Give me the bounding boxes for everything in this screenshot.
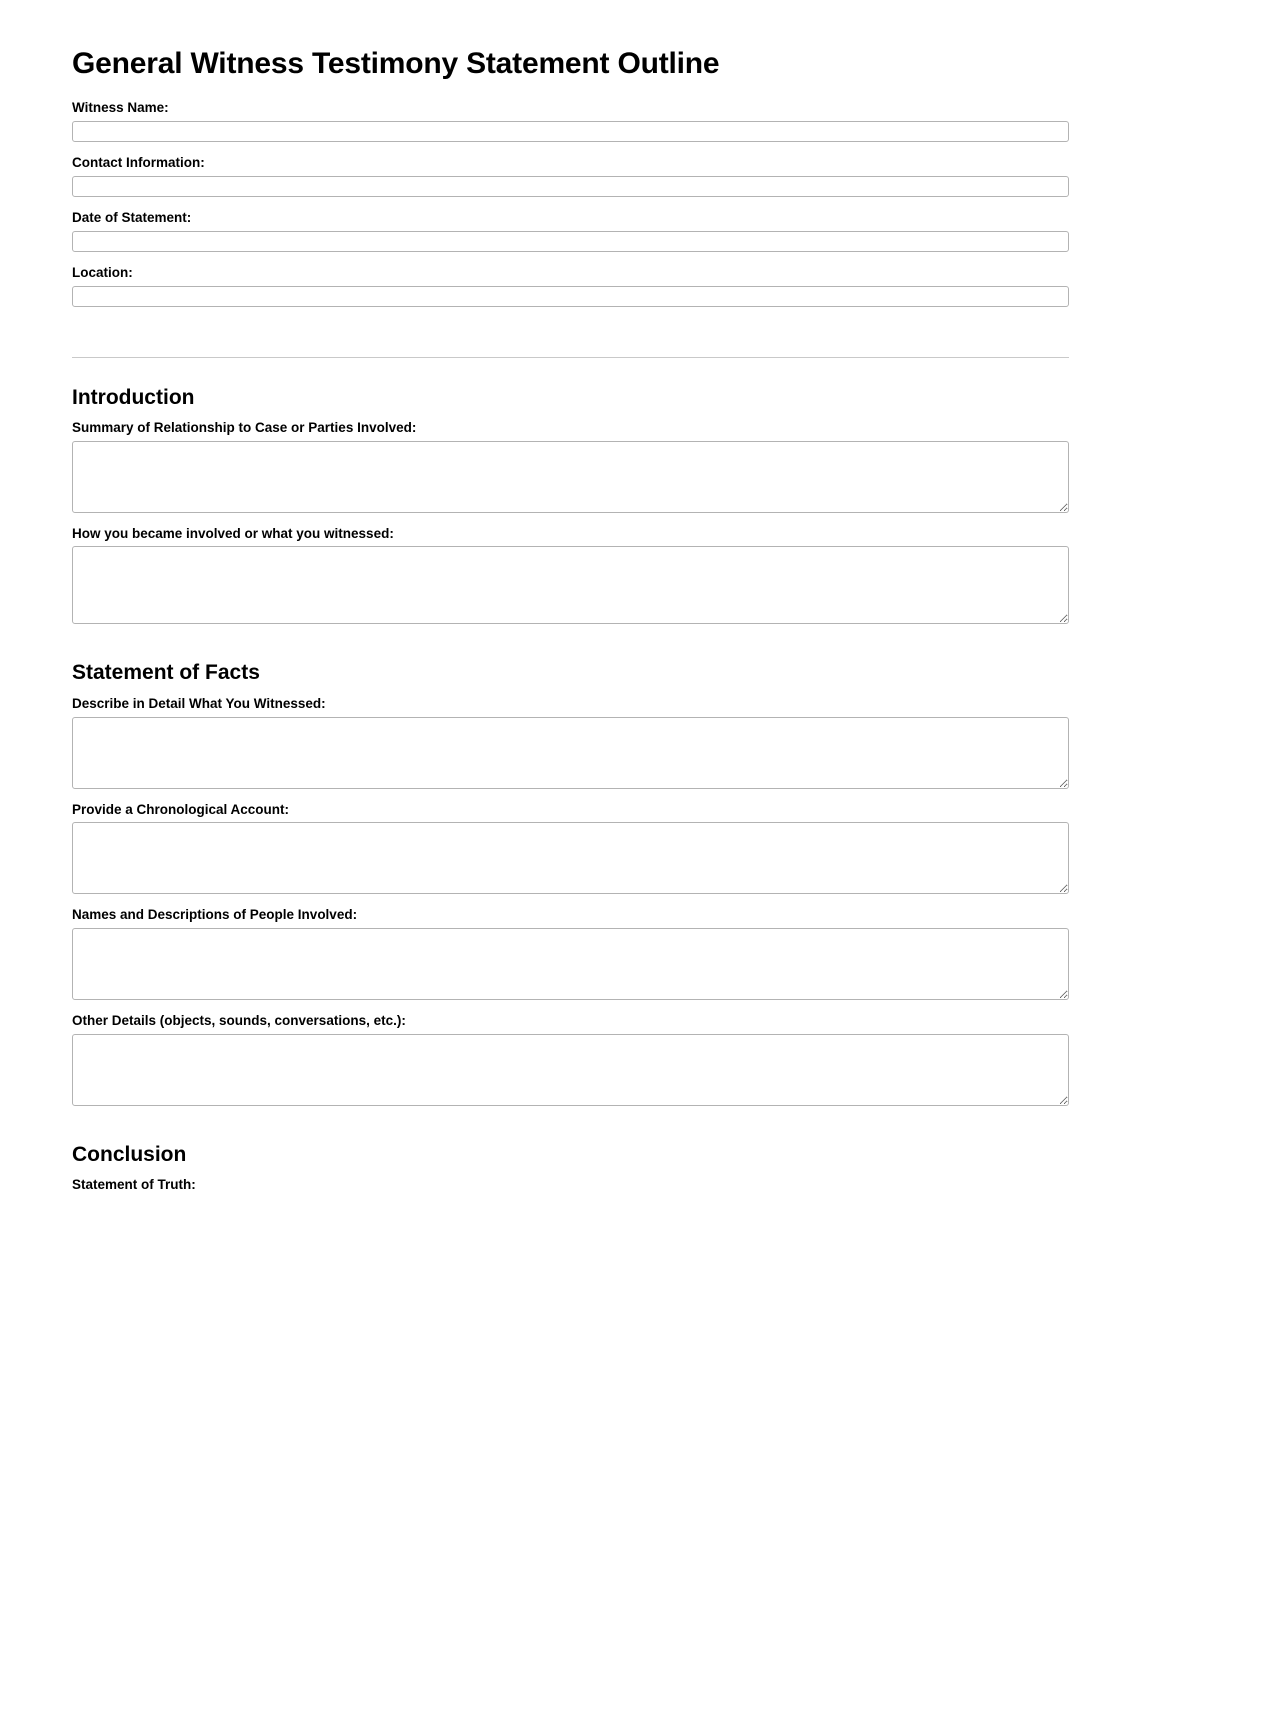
field-label: Describe in Detail What You Witnessed: <box>72 695 326 711</box>
section-heading: Statement of Facts <box>72 661 260 685</box>
names-and-descriptions-textarea[interactable] <box>72 928 1069 1000</box>
field-label: Witness Name: <box>72 100 169 115</box>
section-spacer <box>72 624 1069 660</box>
section-heading: Conclusion <box>72 1143 187 1167</box>
field-statement-of-truth <box>72 1177 1069 1196</box>
section-conclusion <box>72 1142 1069 1196</box>
field-label: How you became involved or what you witnessed: <box>72 525 394 541</box>
document-content <box>72 0 1069 1196</box>
header-fields-group <box>72 100 1069 307</box>
contact-information-input[interactable] <box>72 176 1069 197</box>
section-introduction <box>72 358 1069 625</box>
field-contact-information <box>72 155 1069 197</box>
field-date-of-statement <box>72 210 1069 252</box>
field-label: Other Details (objects, sounds, conversations, etc.): <box>72 1013 406 1029</box>
field-label: Contact Information: <box>72 154 205 170</box>
summary-of-relationship-textarea[interactable] <box>72 441 1069 513</box>
section-heading: Introduction <box>72 385 195 409</box>
section-statement-of-facts <box>72 660 1069 1106</box>
field-summary-of-relationship <box>72 420 1069 513</box>
field-label: Names and Descriptions of People Involved: <box>72 907 358 923</box>
other-details-textarea[interactable] <box>72 1034 1069 1106</box>
location-input[interactable] <box>72 286 1069 307</box>
field-label: Statement of Truth: <box>72 1177 196 1193</box>
date-of-statement-input[interactable] <box>72 231 1069 252</box>
field-label: Provide a Chronological Account: <box>72 801 290 817</box>
how-you-became-involved-textarea[interactable] <box>72 546 1069 624</box>
field-label: Location: <box>72 264 133 280</box>
field-label: Summary of Relationship to Case or Parties Involved: <box>72 419 417 435</box>
witness-name-input[interactable] <box>72 121 1069 142</box>
field-describe-in-detail <box>72 696 1069 789</box>
field-other-details <box>72 1013 1069 1106</box>
field-label: Date of Statement: <box>72 209 192 225</box>
field-chronological-account <box>72 802 1069 895</box>
field-witness-name <box>72 100 1069 142</box>
field-how-you-became-involved <box>72 526 1069 625</box>
field-location <box>72 265 1069 307</box>
field-names-and-descriptions <box>72 907 1069 1000</box>
chronological-account-textarea[interactable] <box>72 822 1069 894</box>
describe-in-detail-textarea[interactable] <box>72 717 1069 789</box>
page-title: General Witness Testimony Statement Outline <box>72 47 720 80</box>
section-spacer <box>72 1106 1069 1142</box>
